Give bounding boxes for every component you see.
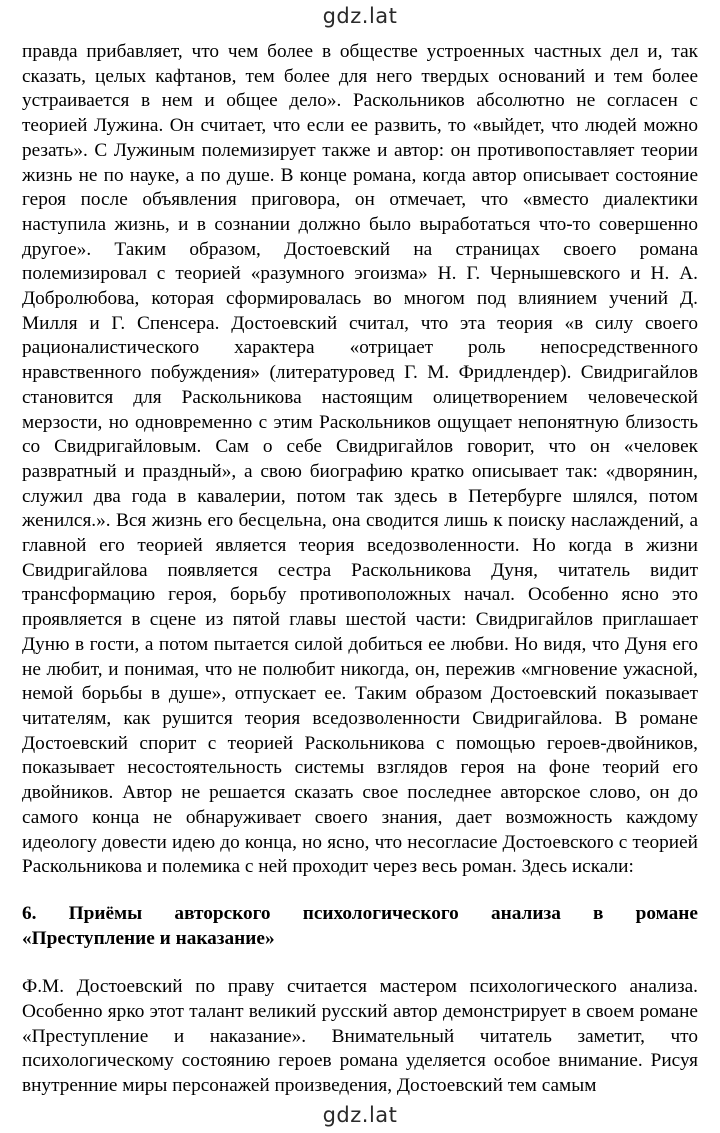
- paragraph-2: Ф.М. Достоевский по праву считается мастером психологического анализа. Особенно ярко этот талант великий русский автор демонстрирует в своем романе «Преступление и наказание». Внимательный читатель заметит, что психологическому состоянию героев романа уделяется особое внимание. Рисуя внутренние миры персонажей произведения, Достоевский тем самым: [22, 976, 698, 1097]
- section-heading-word: романе: [635, 902, 698, 924]
- section-heading-number: 6.: [22, 902, 37, 924]
- section-heading-word: анализа: [490, 902, 561, 924]
- document-body: [22, 40, 698, 1099]
- section-heading-word: психологического: [302, 902, 459, 924]
- section-heading-word: авторского: [174, 902, 271, 924]
- section-heading: [22, 902, 698, 951]
- watermark-bottom: gdz.lat: [322, 1103, 398, 1127]
- paragraph-1: правда прибавляет, что чем более в обществе устроенных частных дел и, так сказать, целых кафтанов, тем более для него твердых оснований и тем более устраивается в нем и общее дело». Раскольников абсолютно не согласен с теорией Лужина. Он считает, что если ее развить, то «выйдет, что людей можно резать». С Лужиным полемизирует также и автор: он противопоставляет теории жизнь не по науке, а по душе. В конце романа, когда автор описывает состояние героя после объявления приговора, он отмечает, что «вместо диалектики наступила жизнь, и в сознании должно было выработаться что-то совершенно другое». Таким образом, Достоевский на страницах своего романа полемизировал с теорией «разумного эгоизма» Н. Г. Чернышевского и Н. А. Добролюбова, которая сформировалась во многом под влиянием учений Д. Милля и Г. Спенсера. Достоевский считал, что эта теория «в силу своего рационалистического характера «отрицает роль непосредственного нравственного побуждения» (литературовед Г. М. Фридлендер). Свидригайлов становится для Раскольникова настоящим олицетворением человеческой мерзости, но одновременно с этим Раскольников ощущает непонятную близость со Свидригайловым. Сам о себе Свидригайлов говорит, что он «человек развратный и праздный», а свою биографию кратко описывает так: «дворянин, служил два года в кавалерии, потом так здесь в Петербурге шлялся, потом женился.». Вся жизнь его бесцельна, она сводится лишь к поиску наслаждений, а главной его теорией является теория вседозволенности. Но когда в жизни Свидригайлова появляется сестра Раскольникова Дуня, читатель видит трансформацию героя, борьбу противоположных начал. Особенно ясно это проявляется в сцене из пятой главы шестой части: Свидригайлов приглашает Дуню в гости, а потом пытается силой добиться ее любви. Но видя, что Дуня его не любит, и понимая, что не полюбит никогда, он, пережив «мгновение ужасной, немой борьбы в душе», отпускает ее. Таким образом Достоевский показывает читателям, как рушится теория вседозволенности Свидригайлова. В романе Достоевский спорит с теорией Раскольникова с помощью героев-двойников, показывает несостоятельность системы взглядов героя на фоне теорий его двойников. Автор не решается сказать свое последнее авторское слово, он до самого конца не обнаруживает своего знания, дает возможность каждому идеологу довести идею до конца, но ясно, что несогласие Достоевского с теорией Раскольникова и полемика с ней проходит через весь роман. Здесь искали:: [22, 41, 698, 878]
- section-heading-line-2: «Преступление и наказание»: [22, 927, 275, 949]
- watermark-top: gdz.lat: [322, 4, 398, 28]
- section-heading-word: в: [593, 902, 604, 924]
- section-heading-word: Приёмы: [68, 902, 143, 924]
- section-heading-line-1: [22, 902, 698, 927]
